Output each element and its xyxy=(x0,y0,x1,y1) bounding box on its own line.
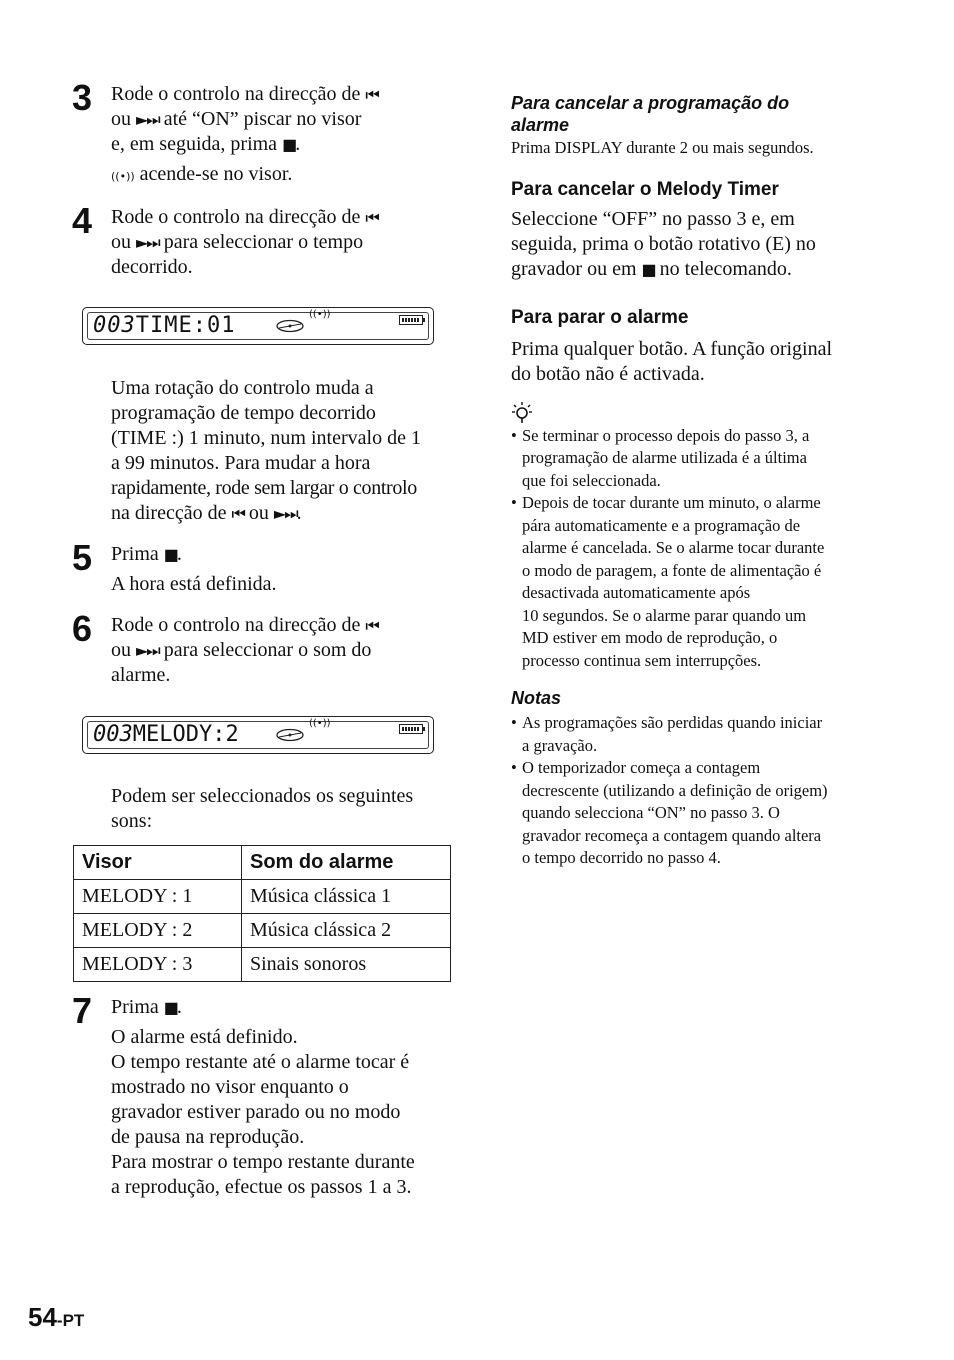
table-header: Visor xyxy=(74,846,242,880)
list-item-line: • Se terminar o processo depois do passo 3, a xyxy=(522,425,810,445)
step-4-explanation xyxy=(72,376,457,526)
paragraph-line xyxy=(511,257,891,282)
cancel-melody-heading: Para cancelar o Melody Timer xyxy=(511,178,779,200)
list-item-line: • O temporizador começa a contagem xyxy=(522,758,761,777)
text: gravador ou em xyxy=(511,257,637,280)
text: na direcção de xyxy=(111,502,227,524)
step-text-line xyxy=(111,107,457,132)
previous-track-icon: ⏮ xyxy=(365,85,378,104)
lcd-display-time xyxy=(82,307,434,345)
table-cell: MELODY : 2 xyxy=(74,914,242,948)
alarm-sound-table xyxy=(73,845,451,982)
list-item-line: processo continua sem interrupções. xyxy=(522,650,762,670)
lcd-readout xyxy=(93,722,239,748)
tips-list xyxy=(511,425,891,673)
step-text-line xyxy=(111,205,457,230)
text: ou xyxy=(111,231,131,253)
step-number: 3 xyxy=(72,77,93,118)
text: acende-se no visor. xyxy=(139,163,293,185)
paragraph-line: programação de tempo decorrido xyxy=(111,402,376,424)
text: Prima xyxy=(111,543,159,565)
heading-line: alarme xyxy=(511,115,570,135)
step-text-line: O alarme está definido. xyxy=(111,1026,298,1048)
table-header-row xyxy=(74,846,451,880)
step-number: 5 xyxy=(72,537,93,578)
text: Rode o controlo na direcção de xyxy=(111,614,361,636)
text: Rode o controlo na direcção de xyxy=(111,83,361,105)
page-number-suffix: -PT xyxy=(56,1311,85,1330)
battery-icon xyxy=(399,315,423,325)
stop-icon: ■ xyxy=(163,545,177,564)
list-item-line: o modo de paragem, a fonte de alimentação é xyxy=(522,560,822,580)
list-item-line: que foi seleccionada. xyxy=(522,470,661,490)
step-5 xyxy=(72,537,457,597)
list-item-line: 10 segundos. Se o alarme parar quando um xyxy=(522,605,807,625)
previous-track-icon: ⏮ xyxy=(365,208,378,227)
table-cell: Música clássica 1 xyxy=(242,880,451,914)
lcd-display-melody xyxy=(82,716,434,754)
table-row xyxy=(74,948,451,982)
cancel-melody-text xyxy=(511,207,891,282)
table-row xyxy=(74,914,451,948)
paragraph-line: sons: xyxy=(111,810,153,832)
table-cell: MELODY : 3 xyxy=(74,948,242,982)
table-row xyxy=(74,880,451,914)
step-text-line: a reprodução, efectue os passos 1 a 3. xyxy=(111,1176,412,1198)
paragraph-line: rapidamente, rode sem largar o controlo xyxy=(111,477,417,499)
step-text-line: gravador estiver parado ou no modo xyxy=(111,1101,401,1123)
list-item-line: quando selecciona “ON” no passo 3. O xyxy=(522,803,780,822)
alarm-icon: ((•)) xyxy=(309,309,331,320)
heading-line: Para cancelar a programação do xyxy=(511,93,790,113)
cancel-programming-heading xyxy=(511,92,891,136)
text: no telecomando. xyxy=(659,257,792,280)
step-text-line xyxy=(111,230,457,255)
stop-icon: ■ xyxy=(282,135,296,154)
play-next-icon: ►⏭ xyxy=(136,233,159,252)
step-7 xyxy=(72,990,457,1200)
paragraph-line: a 99 minutos. Para mudar a hora xyxy=(111,452,371,474)
stop-icon: ■ xyxy=(641,259,655,279)
list-item-line: gravador recomeça a contagem quando altera xyxy=(522,825,822,845)
alarm-icon: ((•)) xyxy=(309,718,331,729)
step-text-line: A hora está definida. xyxy=(111,573,277,595)
lcd-readout xyxy=(93,313,235,339)
step-text-line xyxy=(111,82,457,107)
step-6-explanation xyxy=(72,784,457,834)
step-3 xyxy=(72,77,457,189)
table-header: Som do alarme xyxy=(242,846,451,880)
list-item xyxy=(511,492,891,672)
text: ou xyxy=(111,108,131,130)
paragraph-line: na direcção de ⏮ ou ►⏭. xyxy=(111,502,302,524)
text: Rode o controlo na direcção de xyxy=(111,206,361,228)
play-next-icon: ►⏭ xyxy=(273,504,297,523)
step-text-line: decorrido. xyxy=(111,256,193,278)
alarm-icon: ((•)) xyxy=(111,170,135,183)
step-number: 6 xyxy=(72,608,93,649)
play-next-icon: ►⏭ xyxy=(136,110,159,129)
cancel-programming-text: Prima DISPLAY durante 2 ou mais segundos. xyxy=(511,138,814,157)
list-item-line: desactivada automaticamente após xyxy=(522,583,751,602)
previous-track-icon: ⏮ xyxy=(231,504,244,523)
lcd-track-number: 003 xyxy=(93,722,133,747)
text: para seleccionar o som do xyxy=(163,639,372,661)
page-number xyxy=(28,1302,85,1333)
step-text-line xyxy=(111,613,457,638)
step-text-line: e, em seguida, prima ■. xyxy=(111,133,301,155)
step-number: 4 xyxy=(72,200,93,241)
list-item xyxy=(511,757,891,870)
paragraph-line: Seleccione “OFF” no passo 3 e, em xyxy=(511,207,795,230)
step-text-line: O tempo restante até o alarme tocar é xyxy=(111,1051,410,1073)
play-next-icon: ►⏭ xyxy=(136,641,159,660)
step-text-line: mostrado no visor enquanto o xyxy=(111,1076,349,1098)
paragraph-line: Prima qualquer botão. A função original xyxy=(511,337,833,360)
step-text-line xyxy=(111,638,457,663)
table-cell: Sinais sonoros xyxy=(242,948,451,982)
paragraph-line: Podem ser seleccionados os seguintes xyxy=(111,785,414,807)
disc-icon xyxy=(275,319,305,333)
lcd-readout-text: TIME:01 xyxy=(135,313,236,338)
list-item-line: o tempo decorrido no passo 4. xyxy=(522,848,721,867)
list-item-line: a gravação. xyxy=(522,735,598,755)
step-text-line: Prima ■. xyxy=(111,543,182,565)
step-4 xyxy=(72,200,457,280)
step-6 xyxy=(72,608,457,688)
paragraph-line: Uma rotação do controlo muda a xyxy=(111,377,374,399)
lcd-readout-text: MELODY:2 xyxy=(132,722,239,747)
text: e, em seguida, prima xyxy=(111,133,278,155)
stop-icon: ■ xyxy=(163,998,177,1017)
paragraph-line: do botão não é activada. xyxy=(511,362,705,385)
step-text-line: de pausa na reprodução. xyxy=(111,1126,305,1148)
paragraph-line: seguida, prima o botão rotativo (E) no xyxy=(511,232,816,255)
list-item-line: alarme é cancelada. Se o alarme tocar durante xyxy=(522,538,825,557)
text: Prima xyxy=(111,996,159,1018)
step-text-line: Prima ■. xyxy=(111,996,182,1018)
lcd-track-number: 003 xyxy=(93,313,136,338)
notes-list xyxy=(511,712,891,870)
table-cell: MELODY : 1 xyxy=(74,880,242,914)
stop-alarm-text xyxy=(511,337,891,387)
table-cell: Música clássica 2 xyxy=(242,914,451,948)
previous-track-icon: ⏮ xyxy=(365,616,378,635)
tip-lightbulb-icon xyxy=(511,401,533,425)
step-text-line xyxy=(111,162,457,189)
battery-icon xyxy=(399,724,423,734)
list-item-line: MD estiver em modo de reprodução, o xyxy=(522,628,778,647)
step-number: 7 xyxy=(72,990,93,1031)
notes-heading: Notas xyxy=(511,688,562,708)
text: ou xyxy=(111,639,131,661)
disc-icon xyxy=(275,728,305,742)
paragraph-line: (TIME :) 1 minuto, num intervalo de 1 xyxy=(111,427,421,449)
text: ou xyxy=(248,502,269,524)
left-column xyxy=(72,77,457,1200)
step-text-line: Para mostrar o tempo restante durante xyxy=(111,1151,415,1173)
stop-alarm-heading: Para parar o alarme xyxy=(511,306,689,328)
list-item xyxy=(511,425,891,493)
list-item-line: programação de alarme utilizada é a última xyxy=(522,448,807,467)
text: até “ON” piscar no visor xyxy=(163,108,362,130)
page-number-value: 54 xyxy=(28,1302,57,1332)
step-text-line: alarme. xyxy=(111,664,171,686)
list-item-line: • As programações são perdidas quando iniciar xyxy=(522,713,823,732)
list-item xyxy=(511,712,891,757)
text: para seleccionar o tempo xyxy=(163,231,364,253)
list-item-line: • Depois de tocar durante um minuto, o alarme xyxy=(522,493,821,512)
list-item-line: decrescente (utilizando a definição de origem) xyxy=(522,780,828,800)
list-item-line: pára automaticamente e a programação de xyxy=(522,515,801,535)
right-column xyxy=(511,92,891,870)
